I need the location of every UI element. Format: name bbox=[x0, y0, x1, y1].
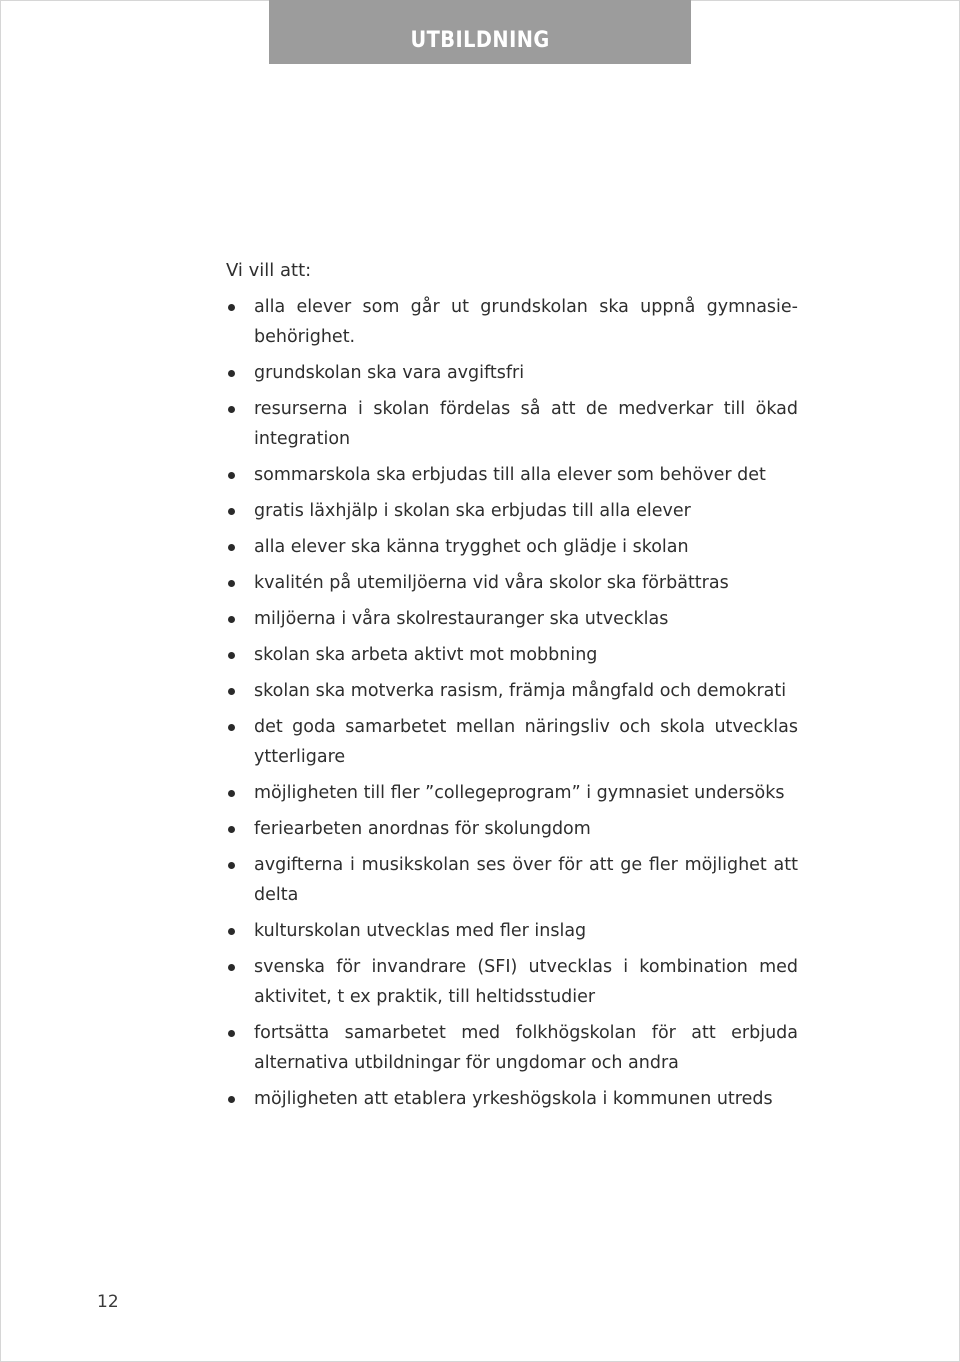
list-item-text: kulturskolan utvecklas med fler inslag bbox=[254, 921, 587, 941]
list-item bbox=[226, 640, 798, 670]
list-item bbox=[226, 532, 798, 562]
list-item-text: skolan ska arbeta aktivt mot mobbning bbox=[254, 645, 598, 665]
bullet-icon bbox=[228, 580, 235, 587]
list-item-text: alla elever som går ut grundskolan ska uppnå gymnasie-behörighet. bbox=[254, 297, 798, 347]
list-item bbox=[226, 814, 798, 844]
bullet-icon bbox=[228, 406, 235, 413]
list-item bbox=[226, 916, 798, 946]
page-number: 12 bbox=[97, 1292, 119, 1312]
list-item bbox=[226, 460, 798, 490]
list-item bbox=[226, 676, 798, 706]
bullet-icon bbox=[228, 652, 235, 659]
list-item bbox=[226, 358, 798, 388]
list-item-text: möjligheten att etablera yrkeshögskola i kommunen utreds bbox=[254, 1089, 773, 1109]
bullet-icon bbox=[228, 724, 235, 731]
list-item-text: grundskolan ska vara avgiftsfri bbox=[254, 363, 525, 383]
list-item bbox=[226, 778, 798, 808]
list-item-text: resurserna i skolan fördelas så att de medverkar till ökad integration bbox=[254, 399, 798, 449]
bullet-icon bbox=[228, 862, 235, 869]
list-item bbox=[226, 604, 798, 634]
list-item-text: svenska för invandrare (SFI) utvecklas i kombination med aktivitet, t ex praktik, till heltidsstudier bbox=[254, 957, 798, 1007]
bullet-list bbox=[226, 292, 798, 1114]
list-item-text: alla elever ska känna trygghet och glädje i skolan bbox=[254, 537, 689, 557]
bullet-icon bbox=[228, 964, 235, 971]
bullet-icon bbox=[228, 826, 235, 833]
bullet-icon bbox=[228, 472, 235, 479]
list-item-text: skolan ska motverka rasism, främja mångfald och demokrati bbox=[254, 681, 787, 701]
list-item-text: det goda samarbetet mellan näringsliv och skola utvecklas ytterligare bbox=[254, 717, 798, 767]
list-item-text: feriearbeten anordnas för skolungdom bbox=[254, 819, 591, 839]
bullet-icon bbox=[228, 508, 235, 515]
main-content bbox=[226, 256, 798, 1120]
bullet-icon bbox=[228, 544, 235, 551]
list-item-text: möjligheten till fler ”collegeprogram” i gymnasiet undersöks bbox=[254, 783, 785, 803]
bullet-icon bbox=[228, 304, 235, 311]
list-item bbox=[226, 496, 798, 526]
bullet-icon bbox=[228, 790, 235, 797]
bullet-icon bbox=[228, 1030, 235, 1037]
list-item-text: fortsätta samarbetet med folkhögskolan för att erbjuda alternativa utbildningar för ungdomar och andra bbox=[254, 1023, 798, 1073]
list-item bbox=[226, 1084, 798, 1114]
list-item bbox=[226, 712, 798, 772]
bullet-icon bbox=[228, 370, 235, 377]
section-title: UTBILDNING bbox=[410, 28, 550, 53]
list-item-text: avgifterna i musikskolan ses över för att ge fler möjlighet att delta bbox=[254, 855, 798, 905]
list-item-text: sommarskola ska erbjudas till alla elever som behöver det bbox=[254, 465, 766, 485]
list-item bbox=[226, 952, 798, 1012]
list-item bbox=[226, 850, 798, 910]
list-item bbox=[226, 292, 798, 352]
list-item-text: miljöerna i våra skolrestauranger ska utvecklas bbox=[254, 609, 669, 629]
list-item-text: gratis läxhjälp i skolan ska erbjudas till alla elever bbox=[254, 501, 691, 521]
list-item bbox=[226, 568, 798, 598]
bullet-icon bbox=[228, 688, 235, 695]
list-item bbox=[226, 394, 798, 454]
bullet-icon bbox=[228, 616, 235, 623]
bullet-icon bbox=[228, 928, 235, 935]
list-item bbox=[226, 1018, 798, 1078]
intro-text: Vi vill att: bbox=[226, 260, 312, 281]
list-item-text: kvalitén på utemiljöerna vid våra skolor ska förbättras bbox=[254, 573, 729, 593]
bullet-icon bbox=[228, 1096, 235, 1103]
section-header-tab bbox=[269, 0, 691, 64]
